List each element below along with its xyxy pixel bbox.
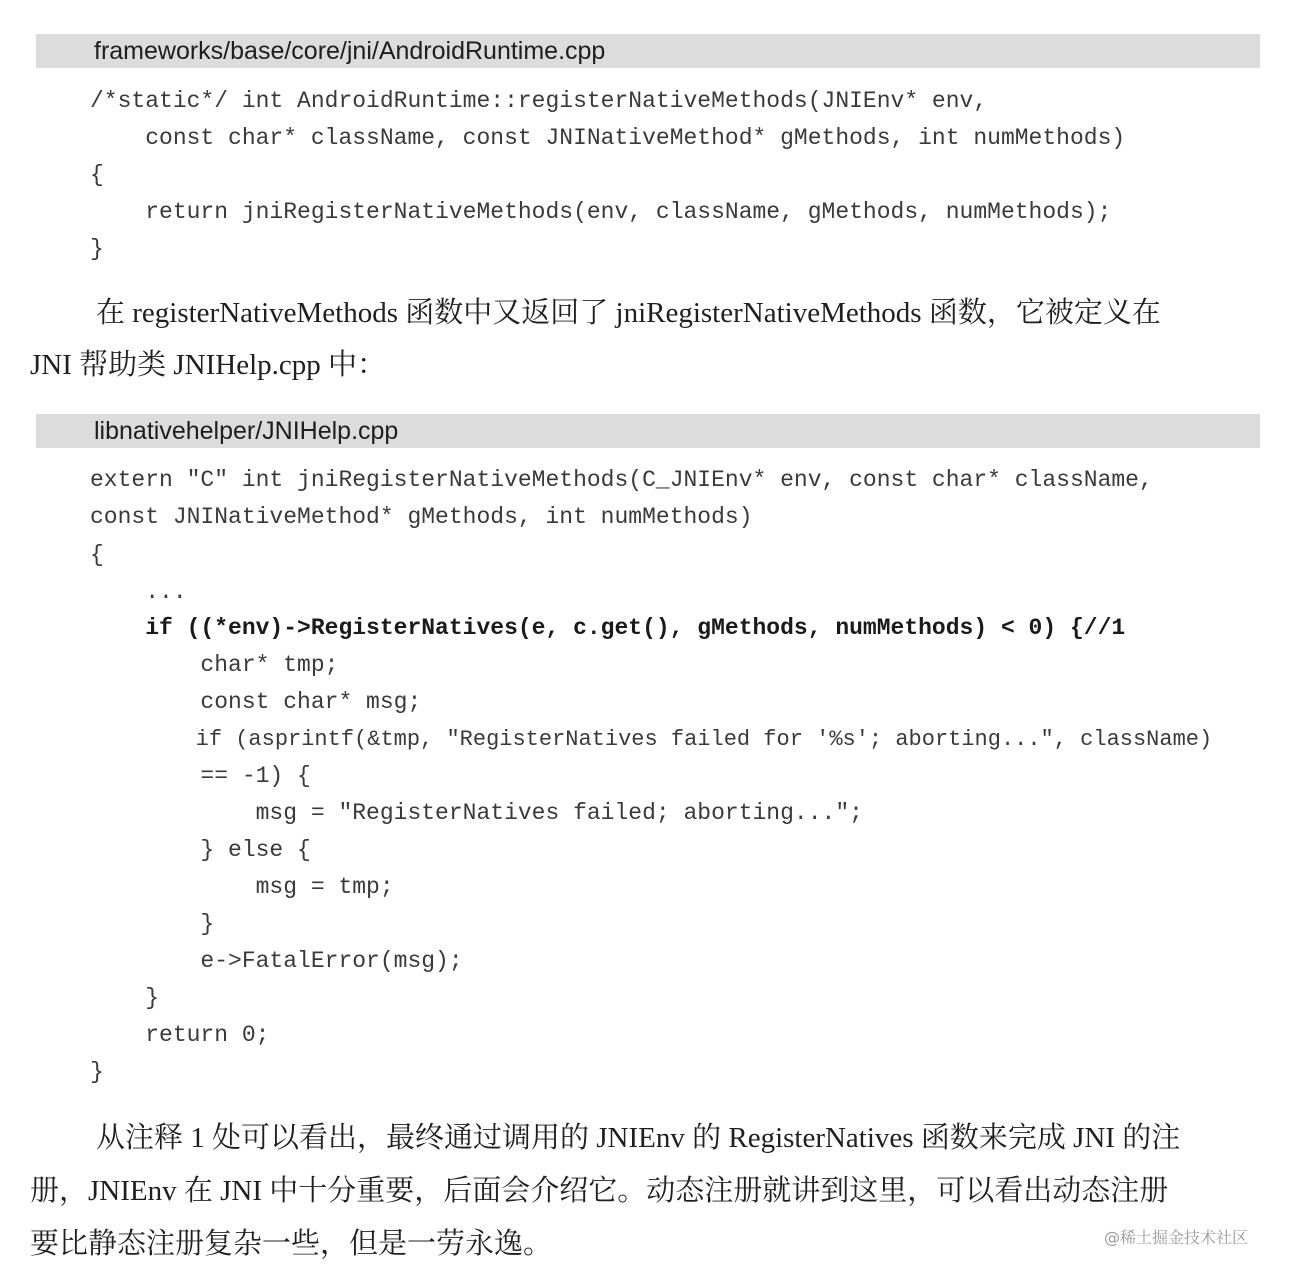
paragraph-line: 在 registerNativeMethods 函数中又返回了 jniRegisterNativeMethods 函数，它被定义在 <box>96 297 1161 329</box>
code-line-highlighted: if ((*env)->RegisterNatives(e, c.get(), gMethods, numMethods) < 0) {//1 <box>90 615 1126 641</box>
code-line: extern "C" int jniRegisterNativeMethods(C_JNIEnv* env, const char* className, <box>90 467 1153 493</box>
code-line: msg = "RegisterNatives failed; aborting..."; <box>90 800 863 826</box>
code-line: } <box>90 911 215 937</box>
code-line: const JNINativeMethod* gMethods, int numMethods) <box>90 504 753 530</box>
paragraph-line: 册，JNIEnv 在 JNI 中十分重要，后面会介绍它。动态注册就讲到这里，可以看出动态注册 <box>30 1175 1169 1207</box>
code-line: { <box>90 162 104 188</box>
code-line: == -1) { <box>90 763 311 789</box>
code-line: const char* className, const JNINativeMethod* gMethods, int numMethods) <box>90 125 1126 151</box>
paragraph-line: 从注释 1 处可以看出，最终通过调用的 JNIEnv 的 RegisterNatives 函数来完成 JNI 的注 <box>96 1122 1181 1154</box>
file-path-header: frameworks/base/core/jni/AndroidRuntime.cpp <box>36 34 1260 68</box>
code-line: } <box>90 1059 104 1085</box>
code-line: if (asprintf(&tmp, "RegisterNatives failed for '%s'; aborting...", className) <box>90 727 1213 752</box>
code-line: const char* msg; <box>90 689 422 715</box>
watermark: @稀土掘金技术社区 <box>1104 1228 1249 1247</box>
code-line: /*static*/ int AndroidRuntime::registerNativeMethods(JNIEnv* env, <box>90 88 988 114</box>
paragraph-line: JNI 帮助类 JNIHelp.cpp 中： <box>30 349 387 381</box>
code-line: e->FatalError(msg); <box>90 948 463 974</box>
code-line: ... <box>90 579 187 605</box>
paragraph-line: 要比静态注册复杂一些，但是一劳永逸。 <box>30 1228 553 1260</box>
code-line: msg = tmp; <box>90 874 394 900</box>
code-line: } <box>90 236 104 262</box>
code-line: return jniRegisterNativeMethods(env, className, gMethods, numMethods); <box>90 199 1112 225</box>
code-line: { <box>90 542 104 568</box>
file-path-header: libnativehelper/JNIHelp.cpp <box>36 414 1260 448</box>
code-line: char* tmp; <box>90 652 339 678</box>
code-line: } <box>90 985 160 1011</box>
code-line: return 0; <box>90 1022 270 1048</box>
code-line: } else { <box>90 837 311 863</box>
